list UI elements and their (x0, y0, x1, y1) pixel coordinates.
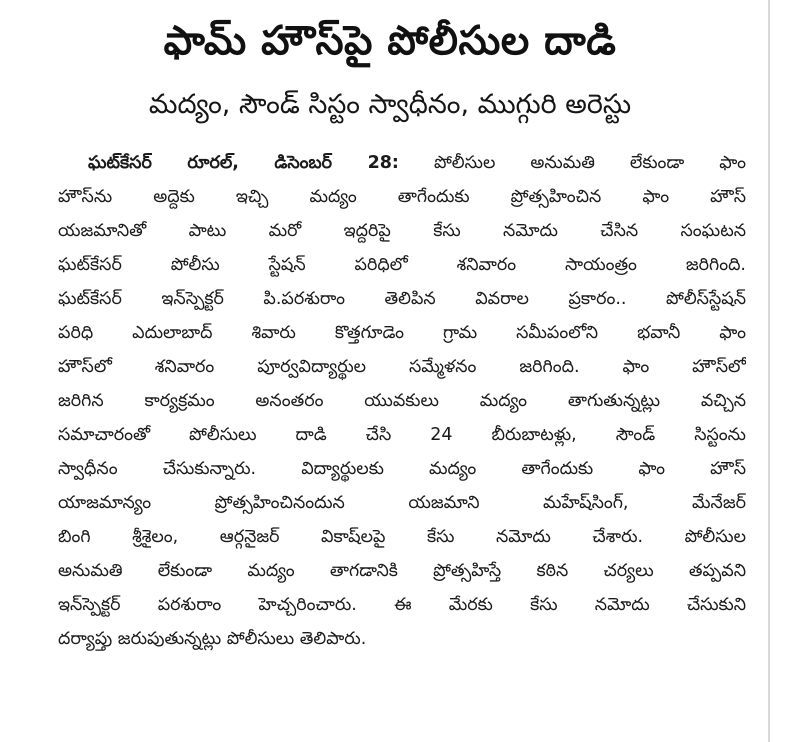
body-line-1 (58, 146, 746, 180)
body-line-13: అనుమతి లేకుండా మద్యం తాగడానికి ప్రోత్సహిస్తే కఠిన చర్యలు తప్పవని (58, 561, 746, 581)
body-line-3: యజమానితో పాటు మరో ఇద్దరిపై కేసు నమోదు చేసిన సంఘటన (58, 221, 746, 241)
body-line-11: యాజమాన్యం ప్రోత్సహించినందున యజమాని మహేష్‌సింగ్, మేనేజర్ (58, 493, 746, 513)
dateline: ఘట్‌కేసర్ రూరల్, డిసెంబర్ 28: (88, 153, 399, 173)
body-line-12: బింగి శ్రీశైలం, ఆర్గనైజర్ వికాష్‌లపై కేసు నమోదు చేశారు. పోలీసుల (58, 527, 746, 547)
body-line-10: స్వాధీనం చేసుకున్నారు. విద్యార్థులకు మద్యం తాగేందుకు ఫాం హౌస్ (58, 459, 746, 479)
body-line-8: జరిగిన కార్యక్రమం అనంతరం యువకులు మద్యం తాగుతున్నట్లు వచ్చిన (58, 391, 746, 411)
body-line-6: పరిధి ఎదులాబాద్ శివారు కొత్తగూడెం గ్రామ సమీపంలోని భవానీ ఫాం (58, 323, 746, 343)
headline: ఫామ్ హౌస్‌పై పోలీసుల దాడి (163, 18, 617, 64)
subheadline: మద్యం, సౌండ్ సిస్టం స్వాధీనం, ముగ్గురి అరెస్టు (148, 89, 632, 120)
body-line-14: ఇన్‌స్పెక్టర్ పరశురాం హెచ్చరించారు. ఈ మేరకు కేసు నమోదు చేసుకుని (58, 595, 746, 615)
body-line-2: హౌస్‌ను అద్దెకు ఇచ్చి మద్యం తాగేందుకు ప్రోత్సహించిన ఫాం హౌస్ (58, 187, 746, 207)
body-line-5: ఘట్‌కేసర్ ఇన్‌స్పెక్టర్ పి.పరశురాం తెలిపిన వివరాల ప్రకారం.. పోలీస్‌స్టేషన్ (58, 289, 746, 309)
body-line-7: హౌస్‌లో శనివారం పూర్వవిద్యార్థుల సమ్మేళనం జరిగింది. ఫాం హౌస్‌లో (58, 357, 746, 377)
body-line-1-text: పోలీసుల అనుమతి లేకుండా ఫాం (433, 153, 746, 173)
body-line-15: దర్యాప్తు జరుపుతున్నట్లు పోలీసులు తెలిపారు. (58, 629, 367, 649)
body-line-4: ఘట్‌కేసర్ పోలీసు స్టేషన్ పరిధిలో శనివారం సాయంత్రం జరిగింది. (58, 255, 746, 275)
article-body (58, 146, 746, 656)
body-line-9: సమాచారంతో పోలీసులు దాడి చేసి 24 బీరుబాటళ్లు, సౌండ్ సిస్టంను (58, 425, 746, 445)
